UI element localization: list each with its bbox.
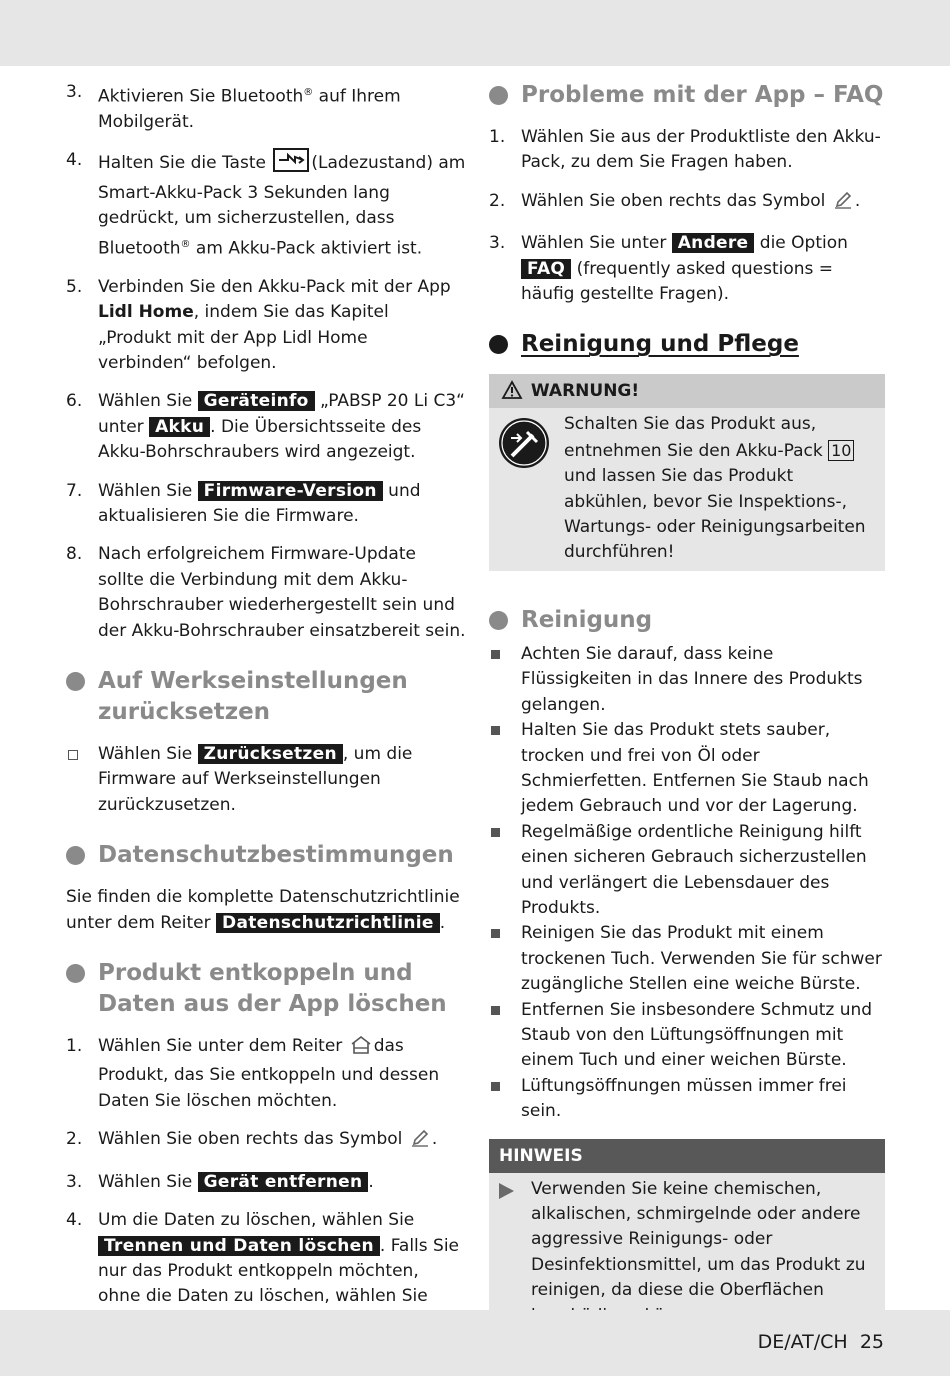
warning-text: und lassen Sie das Produkt abkühlen, bevor Sie Inspektions-, Wartungs- oder Reinigungsarbeiten durchführen! xyxy=(564,466,866,563)
step-text: Wählen Sie oben rechts das Symbol xyxy=(521,190,826,211)
item-text: Halten Sie das Produkt stets sauber, trocken und frei von Öl oder Schmierfetten. Entfernen Sie Staub nach jedem Gebrauch und vor der Lagerung. xyxy=(521,720,869,817)
step-item xyxy=(66,479,466,530)
step-item xyxy=(489,231,885,307)
step-text: . Die Übersichtsseite des Akku-Bohrschraubers wird angezeigt. xyxy=(98,416,422,463)
step-item xyxy=(489,189,885,218)
ui-label-tag: Geräteinfo xyxy=(198,391,315,411)
step-number: 4. xyxy=(66,1210,83,1231)
hint-header: HINWEIS xyxy=(489,1139,885,1173)
list-item xyxy=(489,1074,885,1125)
ui-label-tag: Gerät entfernen xyxy=(198,1172,369,1192)
step-text: . xyxy=(854,190,861,211)
step-number: 7. xyxy=(66,480,83,501)
header-band xyxy=(0,0,950,66)
step-number: 1. xyxy=(489,127,506,147)
part-reference: 10 xyxy=(828,440,854,461)
warning-text: Schalten Sie das Produkt aus, entnehmen Sie den Akku-Pack xyxy=(564,414,829,461)
arrow-right-icon xyxy=(499,1183,514,1199)
step-text: „PABSP 20 Li C3“ unter xyxy=(98,391,465,437)
step-text: (Ladezustand) am Smart-Akku-Pack 3 Sekunden lang gedrückt, um sicherzustellen, dass Bluetooth xyxy=(98,153,466,259)
item-text: Entfernen Sie insbesondere Schmutz und Staub von den Lüftungsöffnungen mit einem Tuch und einer weichen Bürste. xyxy=(521,999,873,1071)
bullet-dot-icon xyxy=(66,672,85,691)
section-heading xyxy=(489,605,885,636)
step-item xyxy=(66,148,466,261)
hint-text: Verwenden Sie keine chemischen, alkalischen, schmirgelnde oder andere aggressive Reinigungs- oder Desinfektionsmittel, um das Produkt zu reinigen, da diese die Oberflächen xyxy=(531,1178,866,1301)
step-number: 4. xyxy=(66,150,83,171)
step-item xyxy=(66,80,466,135)
item-text: , um die Firmware auf Werkseinstellungen zurückzusetzen. xyxy=(98,744,413,815)
section-heading-text: Reinigung xyxy=(521,606,653,633)
unplug-battery-icon xyxy=(497,416,551,478)
step-text: auf Ihrem Mobilgerät. xyxy=(98,86,401,133)
bullet-dot-icon xyxy=(489,335,508,354)
step-text: . xyxy=(368,1171,374,1192)
registered-mark: ® xyxy=(180,238,191,250)
step-text: , indem Sie das Kapitel „Produkt mit der App Lidl Home verbinden“ befolgen. xyxy=(98,302,389,373)
square-bullet-icon xyxy=(491,726,500,735)
pencil-icon xyxy=(410,1128,430,1156)
ui-label-tag: Andere xyxy=(672,233,755,253)
step-text: Wählen Sie unter xyxy=(521,233,672,254)
section-heading xyxy=(66,666,466,728)
step-number: 3. xyxy=(489,233,506,254)
hint-box xyxy=(489,1139,885,1333)
ui-label-tag: Trennen und Daten löschen xyxy=(98,1236,380,1256)
bullet-dot-icon xyxy=(489,611,508,630)
paragraph-text: Sie finden die komplette Datenschutzrichtlinie unter dem Reiter xyxy=(66,887,460,933)
region-label: DE/AT/CH xyxy=(757,1331,848,1353)
step-text: . xyxy=(431,1129,438,1150)
pencil-icon xyxy=(833,190,853,218)
left-column xyxy=(66,80,466,1348)
list-item xyxy=(66,742,466,818)
step-number: 2. xyxy=(489,190,506,211)
section-heading-text: Datenschutzbestimmungen xyxy=(98,842,454,869)
square-bullet-icon xyxy=(491,929,500,938)
step-item xyxy=(66,1170,466,1195)
section-heading xyxy=(66,958,466,1020)
registered-mark: ® xyxy=(303,87,314,98)
step-number: 3. xyxy=(66,82,83,102)
list-item xyxy=(489,820,885,922)
square-bullet-icon xyxy=(68,750,78,760)
page-number: 25 xyxy=(859,1331,884,1353)
step-number: 1. xyxy=(66,1036,83,1057)
warning-title: WARNUNG! xyxy=(530,381,640,402)
step-text: Aktivieren Sie Bluetooth xyxy=(98,86,304,107)
section-heading-text: Produkt entkoppeln und Daten aus der App löschen xyxy=(98,960,447,1018)
step-text: am Akku-Pack aktiviert ist. xyxy=(190,238,423,259)
hint-body xyxy=(489,1173,885,1333)
step-text: . Falls Sie nur das Produkt entkoppeln möchten, ohne die Daten zu löschen, wählen Sie xyxy=(98,1235,460,1307)
bullet-dot-icon xyxy=(66,846,85,865)
ui-label-tag: Datenschutzrichtlinie xyxy=(216,913,440,933)
step-item xyxy=(66,1127,466,1156)
step-text: (frequently asked questions = häufig gestellte Fragen). xyxy=(521,258,834,305)
item-text: Achten Sie darauf, dass keine Flüssigkeiten in das Innere des Produkts gelangen. xyxy=(521,643,863,715)
step-item xyxy=(66,1034,466,1114)
section-heading xyxy=(489,329,885,360)
list-item xyxy=(489,642,885,718)
item-text: Lüftungsöffnungen müssen immer frei sein. xyxy=(521,1075,847,1122)
step-item xyxy=(489,125,885,176)
square-bullet-icon xyxy=(491,650,500,659)
item-text: Reinigen Sie das Produkt mit einem trockenen Tuch. Verwenden Sie für schwer zugängliche Stellen eine weiche Bürste. xyxy=(521,923,882,995)
bullet-dot-icon xyxy=(489,86,508,105)
step-text: Wählen Sie oben rechts das Symbol xyxy=(98,1129,403,1150)
warning-header xyxy=(489,374,885,408)
section-heading-text: Probleme mit der App – FAQ xyxy=(521,82,884,108)
page-footer xyxy=(758,1330,884,1355)
section-heading-text: Reinigung und Pflege xyxy=(521,331,799,358)
section-heading xyxy=(489,80,885,111)
step-number: 2. xyxy=(66,1129,83,1150)
ui-label-tag: FAQ xyxy=(521,259,571,279)
step-item xyxy=(66,542,466,644)
step-text: und aktualisieren Sie die Firmware. xyxy=(98,480,421,526)
step-number: 6. xyxy=(66,391,83,412)
ui-label-tag: Zurücksetzen xyxy=(198,744,343,764)
step-item xyxy=(66,389,466,465)
square-bullet-icon xyxy=(491,828,500,837)
step-item xyxy=(66,275,466,377)
paragraph xyxy=(66,885,466,936)
step-text: das Produkt, das Sie entkoppeln und dessen Daten Sie löschen möchten. xyxy=(98,1036,440,1111)
step-text: Wählen Sie unter dem Reiter xyxy=(98,1036,343,1057)
step-text: die Option xyxy=(754,233,848,254)
list-item xyxy=(489,998,885,1074)
bullet-dot-icon xyxy=(66,964,85,983)
home-icon xyxy=(350,1035,372,1063)
step-number: 3. xyxy=(66,1171,83,1192)
step-text: Wählen Sie xyxy=(98,480,198,501)
list-item xyxy=(489,921,885,997)
section-heading xyxy=(66,840,466,871)
step-text: Wählen Sie aus der Produktliste den Akku-Pack, zu dem Sie Fragen haben. xyxy=(521,127,881,173)
app-name: Lidl Home xyxy=(98,302,194,323)
right-column xyxy=(489,80,885,1333)
step-text: Nach erfolgreichem Firmware-Update sollte die Verbindung mit dem Akku-Bohrschrauber wiederhergestellt sein und der Akku-Bohrschrauber einsatzbereit sein. xyxy=(98,544,466,641)
step-text: Wählen Sie xyxy=(98,1171,198,1192)
warning-triangle-icon xyxy=(501,378,523,412)
ui-label-tag: Akku xyxy=(149,417,210,437)
charge-status-key-icon xyxy=(273,148,309,180)
step-text: Halten Sie die Taste xyxy=(98,153,266,174)
step-number: 5. xyxy=(66,276,83,297)
ui-label-tag: Firmware-Version xyxy=(198,481,383,501)
step-text: Wählen Sie xyxy=(98,391,198,412)
item-text: Wählen Sie xyxy=(98,744,198,765)
warning-body xyxy=(489,408,885,567)
step-number: 8. xyxy=(66,544,83,565)
item-text: Regelmäßige ordentliche Reinigung hilft einen sicheren Gebrauch sicherzustellen und verlängert die Lebensdauer des Produkts. xyxy=(521,821,867,918)
step-text: Um die Daten zu löschen, wählen Sie xyxy=(98,1210,415,1231)
square-bullet-icon xyxy=(491,1082,500,1091)
step-text: Verbinden Sie den Akku-Pack mit der App xyxy=(98,276,451,297)
square-bullet-icon xyxy=(491,1006,500,1015)
section-heading-text: Auf Werkseinstellungen zurücksetzen xyxy=(98,668,408,726)
list-item xyxy=(489,718,885,820)
paragraph-text: . xyxy=(439,912,446,933)
warning-box xyxy=(489,374,885,570)
